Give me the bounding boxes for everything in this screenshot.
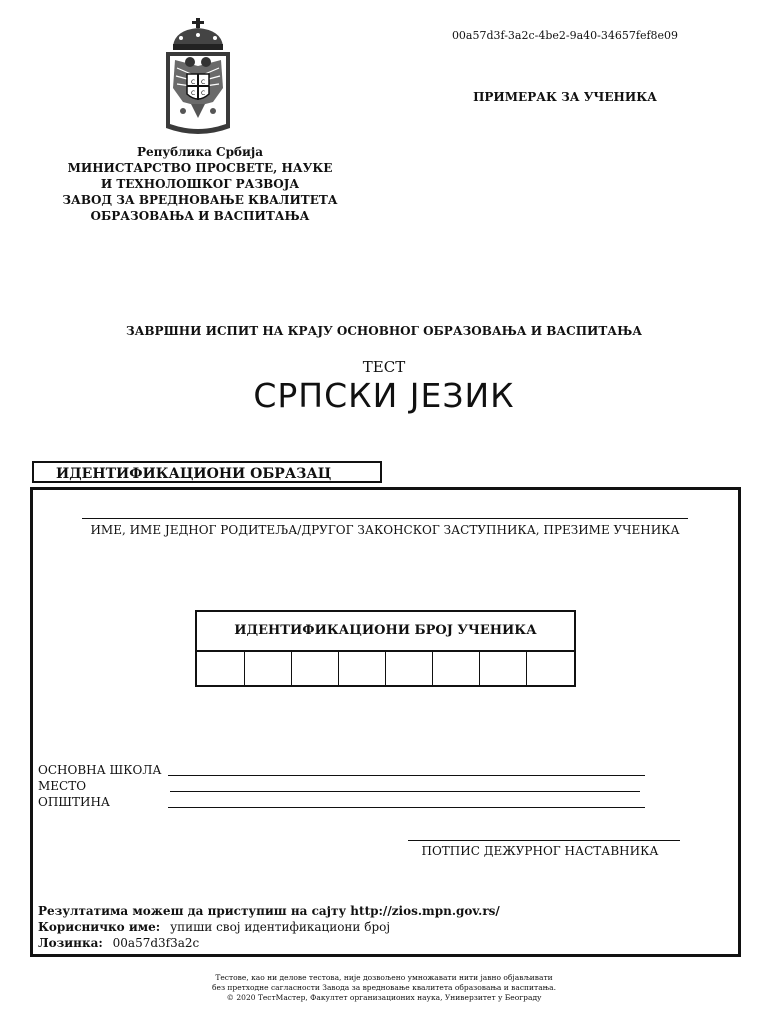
username-label: Корисничко име: bbox=[38, 920, 161, 934]
id-digit-cell[interactable] bbox=[291, 651, 339, 685]
identification-form-title: ИДЕНТИФИКАЦИОНИ ОБРАЗАЦ bbox=[32, 461, 382, 483]
username-value: упиши свој идентификациони број bbox=[170, 920, 391, 934]
subject-title: СРПСКИ ЈЕЗИК bbox=[253, 376, 515, 415]
svg-text:C: C bbox=[201, 90, 206, 97]
student-name-line[interactable] bbox=[82, 518, 688, 519]
id-digit-cell[interactable] bbox=[197, 651, 245, 685]
institute-name-line1: ЗАВОД ЗА ВРЕДНОВАЊЕ КВАЛИТЕТА bbox=[62, 193, 338, 207]
ministry-name-line1: МИНИСТАРСТВО ПРОСВЕТЕ, НАУКЕ bbox=[67, 161, 333, 175]
id-digit-cell[interactable] bbox=[526, 651, 574, 685]
place-label: МЕСТО bbox=[38, 779, 87, 793]
id-digit-cell[interactable] bbox=[244, 651, 292, 685]
identification-form-frame bbox=[30, 487, 741, 957]
student-name-caption: ИМЕ, ИМЕ ЈЕДНОГ РОДИТЕЉА/ДРУГОГ ЗАКОНСКОГ ЗАСТУПНИКА, ПРЕЗИМЕ УЧЕНИКА bbox=[90, 523, 680, 537]
password-label: Лозинка: bbox=[38, 936, 103, 950]
copy-label: ПРИМЕРАК ЗА УЧЕНИКА bbox=[473, 90, 657, 104]
copyright-footer bbox=[100, 973, 668, 1003]
student-id-box bbox=[195, 610, 576, 687]
footer-line3: © 2020 ТестМастер, Факултет организационих наука, Универзитет у Београду bbox=[226, 993, 542, 1002]
student-id-title: ИДЕНТИФИКАЦИОНИ БРОЈ УЧЕНИКА bbox=[197, 612, 574, 652]
ministry-name-line2: И ТЕХНОЛОШКОГ РАЗВОЈА bbox=[100, 177, 300, 191]
coat-of-arms-icon bbox=[163, 16, 233, 140]
municipality-field-line[interactable] bbox=[168, 807, 645, 808]
svg-text:C: C bbox=[201, 79, 206, 86]
id-digit-cell[interactable] bbox=[432, 651, 480, 685]
document-code: 00a57d3f-3a2c-4be2-9a40-34657fef8e09 bbox=[451, 29, 679, 42]
school-field-line[interactable] bbox=[168, 775, 645, 776]
footer-line2: без претходне сагласности Завода за вредновање квалитета образовања и васпитања. bbox=[211, 983, 556, 992]
signature-caption: ПОТПИС ДЕЖУРНОГ НАСТАВНИКА bbox=[421, 844, 659, 858]
footer-line1: Тестове, као ни делове тестова, није дозвољено умножавати нити јавно објављивати bbox=[215, 973, 553, 982]
svg-text:C: C bbox=[191, 90, 196, 97]
id-digit-cell[interactable] bbox=[338, 651, 386, 685]
place-field-line[interactable] bbox=[170, 791, 640, 792]
republic-name: Република Србија bbox=[136, 145, 264, 159]
id-digit-cell[interactable] bbox=[479, 651, 527, 685]
username-row bbox=[38, 920, 390, 935]
municipality-label: ОПШТИНА bbox=[38, 795, 111, 809]
school-label: ОСНОВНА ШКОЛА bbox=[38, 763, 162, 777]
signature-line[interactable] bbox=[408, 840, 680, 841]
test-label: ТЕСТ bbox=[362, 358, 406, 376]
password-value: 00a57d3f3a2c bbox=[112, 936, 200, 950]
svg-text:C: C bbox=[191, 79, 196, 86]
id-digit-cell[interactable] bbox=[385, 651, 433, 685]
exam-title: ЗАВРШНИ ИСПИТ НА КРАЈУ ОСНОВНОГ ОБРАЗОВАЊА И ВАСПИТАЊА bbox=[125, 324, 642, 338]
results-info: Резултатима можеш да приступиш на сајту http://zios.mpn.gov.rs/ bbox=[38, 904, 500, 918]
password-row bbox=[38, 936, 199, 951]
institute-name-line2: ОБРАЗОВАЊА И ВАСПИТАЊА bbox=[90, 209, 310, 223]
